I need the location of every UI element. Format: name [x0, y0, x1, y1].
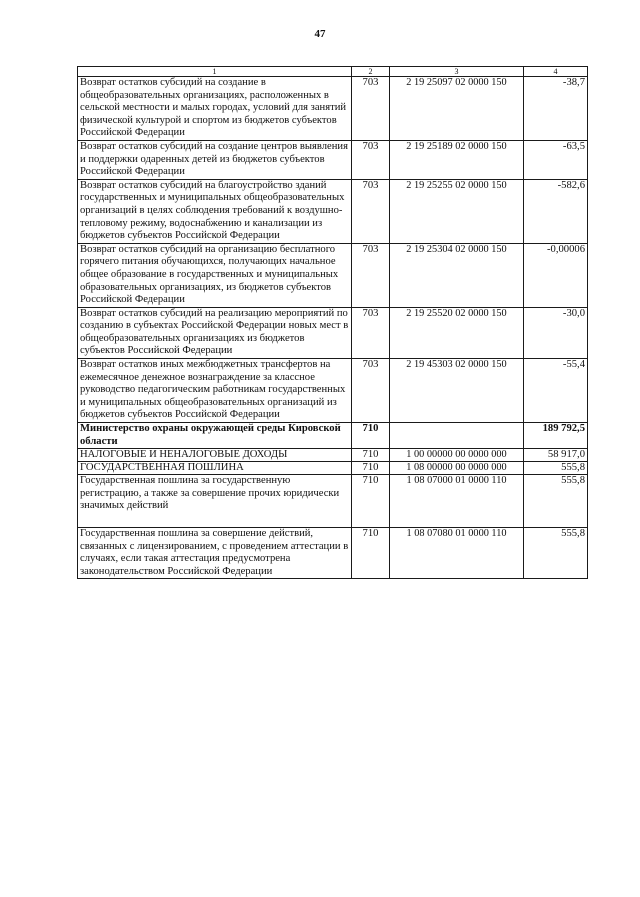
row-budget-code: 2 19 25520 02 0000 150 — [390, 307, 524, 358]
table-row — [78, 77, 588, 141]
row-budget-code: 1 08 07080 01 0000 110 — [390, 528, 524, 579]
table-row-ministry — [78, 423, 588, 449]
row-name: Возврат остатков субсидий на создание центров выявления и поддержки одаренных детей из бюджетов субъектов Российской Федерации — [78, 140, 352, 179]
row-amount: 555,8 — [524, 475, 588, 528]
table-row — [78, 307, 588, 358]
row-admin-code: 703 — [352, 77, 390, 141]
table-row — [78, 243, 588, 307]
table-row — [78, 359, 588, 423]
row-admin-code: 703 — [352, 179, 390, 243]
row-admin-code: 710 — [352, 475, 390, 528]
row-amount: -38,7 — [524, 77, 588, 141]
table-row — [78, 462, 588, 475]
row-budget-code: 1 08 00000 00 0000 000 — [390, 462, 524, 475]
row-budget-code — [390, 423, 524, 449]
row-admin-code: 703 — [352, 359, 390, 423]
column-header-2: 2 — [352, 67, 390, 77]
column-header-4: 4 — [524, 67, 588, 77]
row-budget-code: 1 00 00000 00 0000 000 — [390, 449, 524, 462]
row-admin-code: 710 — [352, 423, 390, 449]
row-amount: 555,8 — [524, 462, 588, 475]
page-number: 47 — [314, 28, 326, 40]
row-amount: -55,4 — [524, 359, 588, 423]
column-header-1: 1 — [78, 67, 352, 77]
table-row — [78, 528, 588, 579]
row-amount: 58 917,0 — [524, 449, 588, 462]
row-name: Возврат остатков иных межбюджетных трансфертов на ежемесячное денежное вознаграждение за классное руководство педагогическим работникам государственных и муниципальных общеобразовательных организаций из бюджетов субъектов Российской Федерации — [78, 359, 352, 423]
row-name: Государственная пошлина за государственную регистрацию, а также за совершение прочих юридически значимых действий — [78, 475, 352, 528]
row-budget-code: 2 19 25304 02 0000 150 — [390, 243, 524, 307]
row-admin-code: 710 — [352, 528, 390, 579]
row-budget-code: 1 08 07000 01 0000 110 — [390, 475, 524, 528]
table-row — [78, 179, 588, 243]
row-name: Министерство охраны окружающей среды Кировской области — [78, 423, 352, 449]
table-row — [78, 449, 588, 462]
row-admin-code: 703 — [352, 140, 390, 179]
row-name: Государственная пошлина за совершение действий, связанных с лицензированием, с проведением аттестации в случаях, если такая аттестация предусмотрена законодательством Российской Федерации — [78, 528, 352, 579]
row-name: Возврат остатков субсидий на благоустройство зданий государственных и муниципальных общеобразовательных организаций в целях соблюдения требований к воздушно-тепловому режиму, водоснабжению и канализации из бюджетов субъектов Российской Федерации — [78, 179, 352, 243]
table-row — [78, 475, 588, 528]
row-budget-code: 2 19 25255 02 0000 150 — [390, 179, 524, 243]
column-header-3: 3 — [390, 67, 524, 77]
row-amount: -63,5 — [524, 140, 588, 179]
revenue-table — [77, 66, 588, 579]
row-amount: -30,0 — [524, 307, 588, 358]
row-name: Возврат остатков субсидий на создание в общеобразовательных организациях, расположенных в сельской местности и малых городах, условий для занятий физической культурой и спортом из бюджетов субъектов Российской Федерации — [78, 77, 352, 141]
row-budget-code: 2 19 25189 02 0000 150 — [390, 140, 524, 179]
row-budget-code: 2 19 45303 02 0000 150 — [390, 359, 524, 423]
row-name: НАЛОГОВЫЕ И НЕНАЛОГОВЫЕ ДОХОДЫ — [78, 449, 352, 462]
row-amount: -582,6 — [524, 179, 588, 243]
row-amount: 555,8 — [524, 528, 588, 579]
row-admin-code: 703 — [352, 307, 390, 358]
row-name: Возврат остатков субсидий на реализацию мероприятий по созданию в субъектах Российской Федерации новых мест в общеобразовательных организациях из бюджетов субъектов Российской Федерации — [78, 307, 352, 358]
table-header-row — [78, 67, 588, 77]
row-admin-code: 703 — [352, 243, 390, 307]
row-amount: -0,00006 — [524, 243, 588, 307]
row-name: ГОСУДАРСТВЕННАЯ ПОШЛИНА — [78, 462, 352, 475]
table-row — [78, 140, 588, 179]
row-admin-code: 710 — [352, 449, 390, 462]
row-budget-code: 2 19 25097 02 0000 150 — [390, 77, 524, 141]
row-amount: 189 792,5 — [524, 423, 588, 449]
row-name: Возврат остатков субсидий на организацию бесплатного горячего питания обучающихся, получающих начальное общее образование в государственных и муниципальных образовательных организациях, из бюджетов субъектов Российской Федерации — [78, 243, 352, 307]
row-admin-code: 710 — [352, 462, 390, 475]
